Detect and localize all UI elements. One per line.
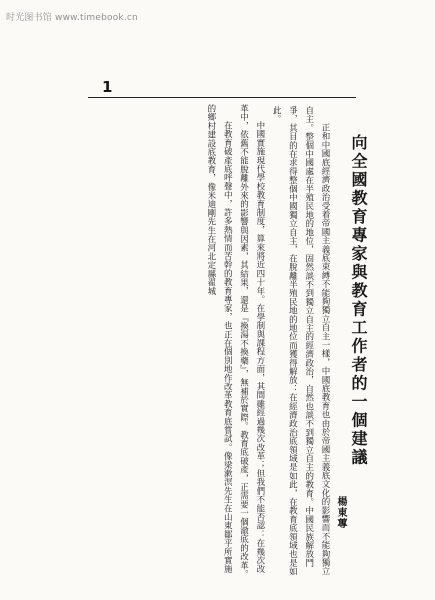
article-title: 向全國教育專家與教育工作者的一個建議 bbox=[349, 134, 368, 467]
page-divider bbox=[88, 97, 356, 98]
article-body bbox=[82, 104, 368, 580]
paragraph: 正和中國底經濟政治受着帝國主義底束縛不能夠獨立自主一樣，中國底教育也由於帝國主義底文化的影響而不能夠獨立自主。整個中國處在半殖民地的地位，固然談不到獨立自主的經濟政治，自然也談不到獨立自主的教育。中國民族解放鬥爭，其目的在求得整個中國獨立自主，在脫離半殖民地的地位而獲得解放：在經濟政治底領域是如此，在教育底領域也是如此。 bbox=[271, 106, 330, 576]
page-number: 1 bbox=[102, 78, 113, 96]
paragraph: 在教育破產底呼聲中，許多熱情而苦幹的教育專家，也正在個別地作改革教育底嘗試。像梁漱溟先生在山東鄒平所實施的鄉村建設底教育，像米迪剛先生在河北定縣翟城 bbox=[205, 104, 233, 574]
article-author: 楊東蓴 bbox=[335, 496, 346, 529]
paragraph: 中國實施現代學校教育制度，算來將近四十年。在學制與課程方面，其間雖經過幾次改革；但我們不能否認：在幾次改革中，依舊不能脫離外來的影響與因素，其結果，還是『換湯不換藥』，無補於實際。教育底破產，正需要一個澈底的改革。 bbox=[238, 104, 265, 579]
watermark: 时光图书馆 www.timebook.cn bbox=[6, 13, 138, 23]
